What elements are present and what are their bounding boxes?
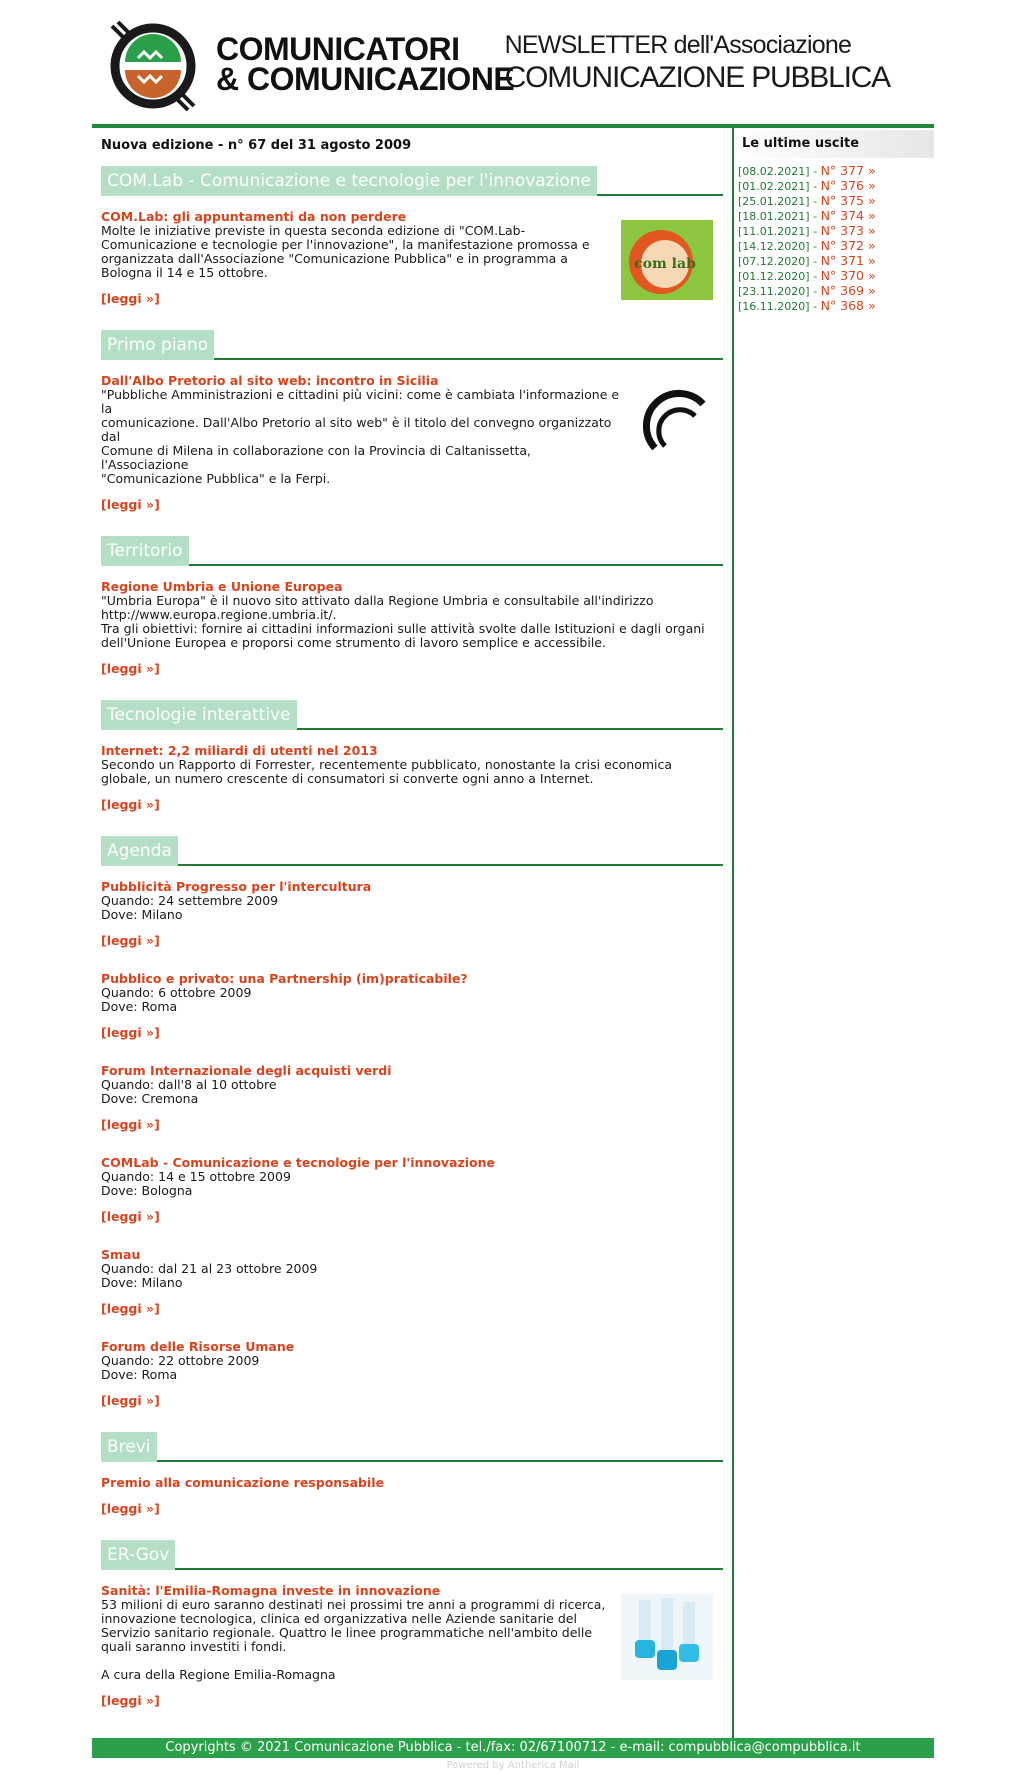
issue-item[interactable] <box>738 194 934 209</box>
sidebar <box>734 128 934 314</box>
section-header <box>101 166 723 196</box>
sections <box>92 166 732 1708</box>
section-header <box>101 330 723 360</box>
newsletter <box>92 0 934 1771</box>
issue-item[interactable] <box>738 299 934 314</box>
issue-link[interactable]: N° 371 » <box>820 253 876 268</box>
article-title[interactable]: Smau <box>101 1247 141 1262</box>
section-title: Agenda <box>101 836 178 866</box>
article-body: Quando: dal 21 al 23 ottobre 2009 Dove: Milano <box>101 1261 318 1290</box>
read-more-link[interactable]: [leggi »] <box>101 291 160 306</box>
column-divider <box>732 128 734 1738</box>
issue-date: [25.01.2021] <box>738 195 810 208</box>
section <box>101 1432 723 1516</box>
tagline-line-1: NEWSLETTER dell'Associazione <box>504 31 852 59</box>
section <box>101 700 723 812</box>
section-header <box>101 700 723 730</box>
article-title[interactable]: Premio alla comunicazione responsabile <box>101 1475 385 1490</box>
article-title[interactable]: Pubblicità Progresso per l'intercultura <box>101 879 372 894</box>
issue-date: [14.12.2020] <box>738 240 810 253</box>
issue-separator: - <box>813 180 818 193</box>
brand-line-1: COMUNICATORI <box>216 31 460 67</box>
read-more-link[interactable]: [leggi »] <box>101 797 160 812</box>
issue-separator: - <box>813 255 818 268</box>
association-logo-icon <box>108 18 198 115</box>
partial-logo-icon <box>643 386 713 456</box>
issue-link[interactable]: N° 372 » <box>820 238 876 253</box>
section <box>101 536 723 676</box>
issue-separator: - <box>813 270 818 283</box>
issue-separator: - <box>813 225 818 238</box>
issue-link[interactable]: N° 369 » <box>820 283 876 298</box>
issue-item[interactable] <box>738 179 934 194</box>
comlab-logo-icon <box>621 220 713 300</box>
article-title[interactable]: COM.Lab: gli appuntamenti da non perdere <box>101 209 407 224</box>
article <box>101 580 723 676</box>
read-more-link[interactable]: [leggi »] <box>101 1393 160 1408</box>
read-more-link[interactable]: [leggi »] <box>101 1501 160 1516</box>
article-title[interactable]: Forum delle Risorse Umane <box>101 1339 295 1354</box>
section-title: Territorio <box>101 536 189 566</box>
issue-link[interactable]: N° 368 » <box>820 298 876 313</box>
issue-link[interactable]: N° 374 » <box>820 208 876 223</box>
issues-list <box>738 164 934 314</box>
test-tubes-photo-icon <box>621 1594 713 1680</box>
issue-separator: - <box>813 165 818 178</box>
article-title[interactable]: COMLab - Comunicazione e tecnologie per l'innovazione <box>101 1155 496 1170</box>
issue-date: [11.01.2021] <box>738 225 810 238</box>
article <box>101 1476 723 1516</box>
article <box>101 1340 723 1408</box>
section-title: COM.Lab - Comunicazione e tecnologie per l'innovazione <box>101 166 597 196</box>
article-body: Quando: dall'8 al 10 ottobre Dove: Cremona <box>101 1077 277 1106</box>
issue-separator: - <box>813 300 818 313</box>
article-title[interactable]: Pubblico e privato: una Partnership (im)praticabile? <box>101 971 468 986</box>
section-header <box>101 536 723 566</box>
article-title[interactable]: Dall'Albo Pretorio al sito web: incontro in Sicilia <box>101 373 439 388</box>
header <box>92 0 934 124</box>
article <box>101 1064 723 1132</box>
article-title[interactable]: Regione Umbria e Unione Europea <box>101 579 343 594</box>
article-body: Quando: 24 settembre 2009 Dove: Milano <box>101 893 279 922</box>
read-more-link[interactable]: [leggi »] <box>101 1209 160 1224</box>
brand-line-2: & COMUNICAZIONE <box>216 61 515 97</box>
issue-date: [01.02.2021] <box>738 180 810 193</box>
article-title[interactable]: Sanità: l'Emilia-Romagna investe in innovazione <box>101 1583 441 1598</box>
section-header <box>101 836 723 866</box>
issue-date: [16.11.2020] <box>738 300 810 313</box>
section <box>101 836 723 1408</box>
issue-item[interactable] <box>738 164 934 179</box>
issue-link[interactable]: N° 377 » <box>820 163 876 178</box>
read-more-link[interactable]: [leggi »] <box>101 661 160 676</box>
section-rule <box>101 1568 723 1570</box>
article <box>101 880 723 948</box>
article-body: Quando: 14 e 15 ottobre 2009 Dove: Bologna <box>101 1169 291 1198</box>
edition-title: Nuova edizione - n° 67 del 31 agosto 2009 <box>101 138 412 153</box>
article <box>101 972 723 1040</box>
issue-item[interactable] <box>738 269 934 284</box>
issue-link[interactable]: N° 376 » <box>820 178 876 193</box>
footer: Copyrights © 2021 Comunicazione Pubblica - tel./fax: 02/67100712 - e-mail: compubblica@compubblica.it <box>92 1738 934 1758</box>
issue-link[interactable]: N° 375 » <box>820 193 876 208</box>
article <box>101 210 723 306</box>
issue-separator: - <box>813 285 818 298</box>
article <box>101 1248 723 1316</box>
issue-item[interactable] <box>738 239 934 254</box>
article-body: Molte le iniziative previste in questa seconda edizione di "COM.Lab- Comunicazione e tecnologie per l'innovazione", la manifestazione promossa e organizzata dall'Associazione "Comunicazione Pubblica" e in programma a Bologna il 14 e 15 ottobre. <box>101 223 590 280</box>
issue-date: [07.12.2020] <box>738 255 810 268</box>
read-more-link[interactable]: [leggi »] <box>101 1301 160 1316</box>
issue-item[interactable] <box>738 284 934 299</box>
article-title[interactable]: Internet: 2,2 miliardi di utenti nel 2013 <box>101 743 378 758</box>
read-more-link[interactable]: [leggi »] <box>101 1693 160 1708</box>
article <box>101 744 723 812</box>
section-title: Tecnologie interattive <box>101 700 297 730</box>
read-more-link[interactable]: [leggi »] <box>101 497 160 512</box>
issue-date: [01.12.2020] <box>738 270 810 283</box>
article-title[interactable]: Forum Internazionale degli acquisti verdi <box>101 1063 392 1078</box>
article <box>101 374 723 512</box>
section-rule <box>101 864 723 866</box>
issue-link[interactable]: N° 370 » <box>820 268 876 283</box>
issue-separator: - <box>813 210 818 223</box>
section-title: ER-Gov <box>101 1540 175 1570</box>
article-body: Quando: 22 ottobre 2009 Dove: Roma <box>101 1353 260 1382</box>
read-more-link[interactable]: [leggi »] <box>101 1117 160 1132</box>
article-body: "Pubbliche Amministrazioni e cittadini più vicini: come è cambiata l'informazione e la comunicazione. Dall'Albo Pretorio al sito web" è il titolo del convegno organizzato dal Comune di Milena in collaborazione con la Provincia di Caltanissetta, l'Associazione "Comunicazione Pubblica" e la Ferpi. <box>101 387 620 486</box>
article-body: Quando: 6 ottobre 2009 Dove: Roma <box>101 985 252 1014</box>
issue-item[interactable] <box>738 209 934 224</box>
brand-name <box>216 31 515 97</box>
sidebar-title: Le ultime uscite <box>734 130 934 158</box>
tagline-line-2: COMUNICAZIONE PUBBLICA <box>504 61 890 94</box>
issue-date: [08.02.2021] <box>738 165 810 178</box>
section <box>101 1540 723 1708</box>
section-rule <box>101 1460 723 1462</box>
article-body: Secondo un Rapporto di Forrester, recentemente pubblicato, nonostante la crisi economica globale, un numero crescente di consumatori si converte ogni anno a Internet. <box>101 757 673 786</box>
section <box>101 330 723 512</box>
read-more-link[interactable]: [leggi »] <box>101 1025 160 1040</box>
issue-date: [18.01.2021] <box>738 210 810 223</box>
powered-by: Powered by Antherica Mail <box>446 1760 580 1771</box>
issue-date: [23.11.2020] <box>738 285 810 298</box>
issue-link[interactable]: N° 373 » <box>820 223 876 238</box>
section-header <box>101 1540 723 1570</box>
article-body: "Umbria Europa" è il nuovo sito attivato dalla Regione Umbria e consultabile all'indirizzo http://www.europa.regione.umbria.it/. Tra gli obiettivi: fornire ai cittadini informazioni sulle attività svolte dalle Istituzioni e dagli organi dell'Unione Europea e proporsi come strumento di lavoro semplice e accessibile. <box>101 593 705 650</box>
comlab-logo-text: com lab <box>634 256 696 272</box>
main-column <box>92 128 732 1708</box>
issue-item[interactable] <box>738 254 934 269</box>
newsletter-tagline <box>505 30 890 96</box>
article <box>101 1156 723 1224</box>
issue-separator: - <box>813 195 818 208</box>
article-body: 53 milioni di euro saranno destinati nei prossimi tre anni a programmi di ricerca, innovazione tecnologica, clinica ed organizzativa nelle Aziende sanitarie del Servizio sanitario regionale. Quattro le linee programmatiche nell'ambito delle quali saranno investiti i fondi. A cura della Regione Emilia-Romagna <box>101 1597 606 1682</box>
section-title: Primo piano <box>101 330 214 360</box>
section-title: Brevi <box>101 1432 157 1462</box>
article <box>101 1584 723 1708</box>
section <box>101 166 723 306</box>
read-more-link[interactable]: [leggi »] <box>101 933 160 948</box>
issue-item[interactable] <box>738 224 934 239</box>
section-rule <box>101 564 723 566</box>
section-header <box>101 1432 723 1462</box>
issue-separator: - <box>813 240 818 253</box>
